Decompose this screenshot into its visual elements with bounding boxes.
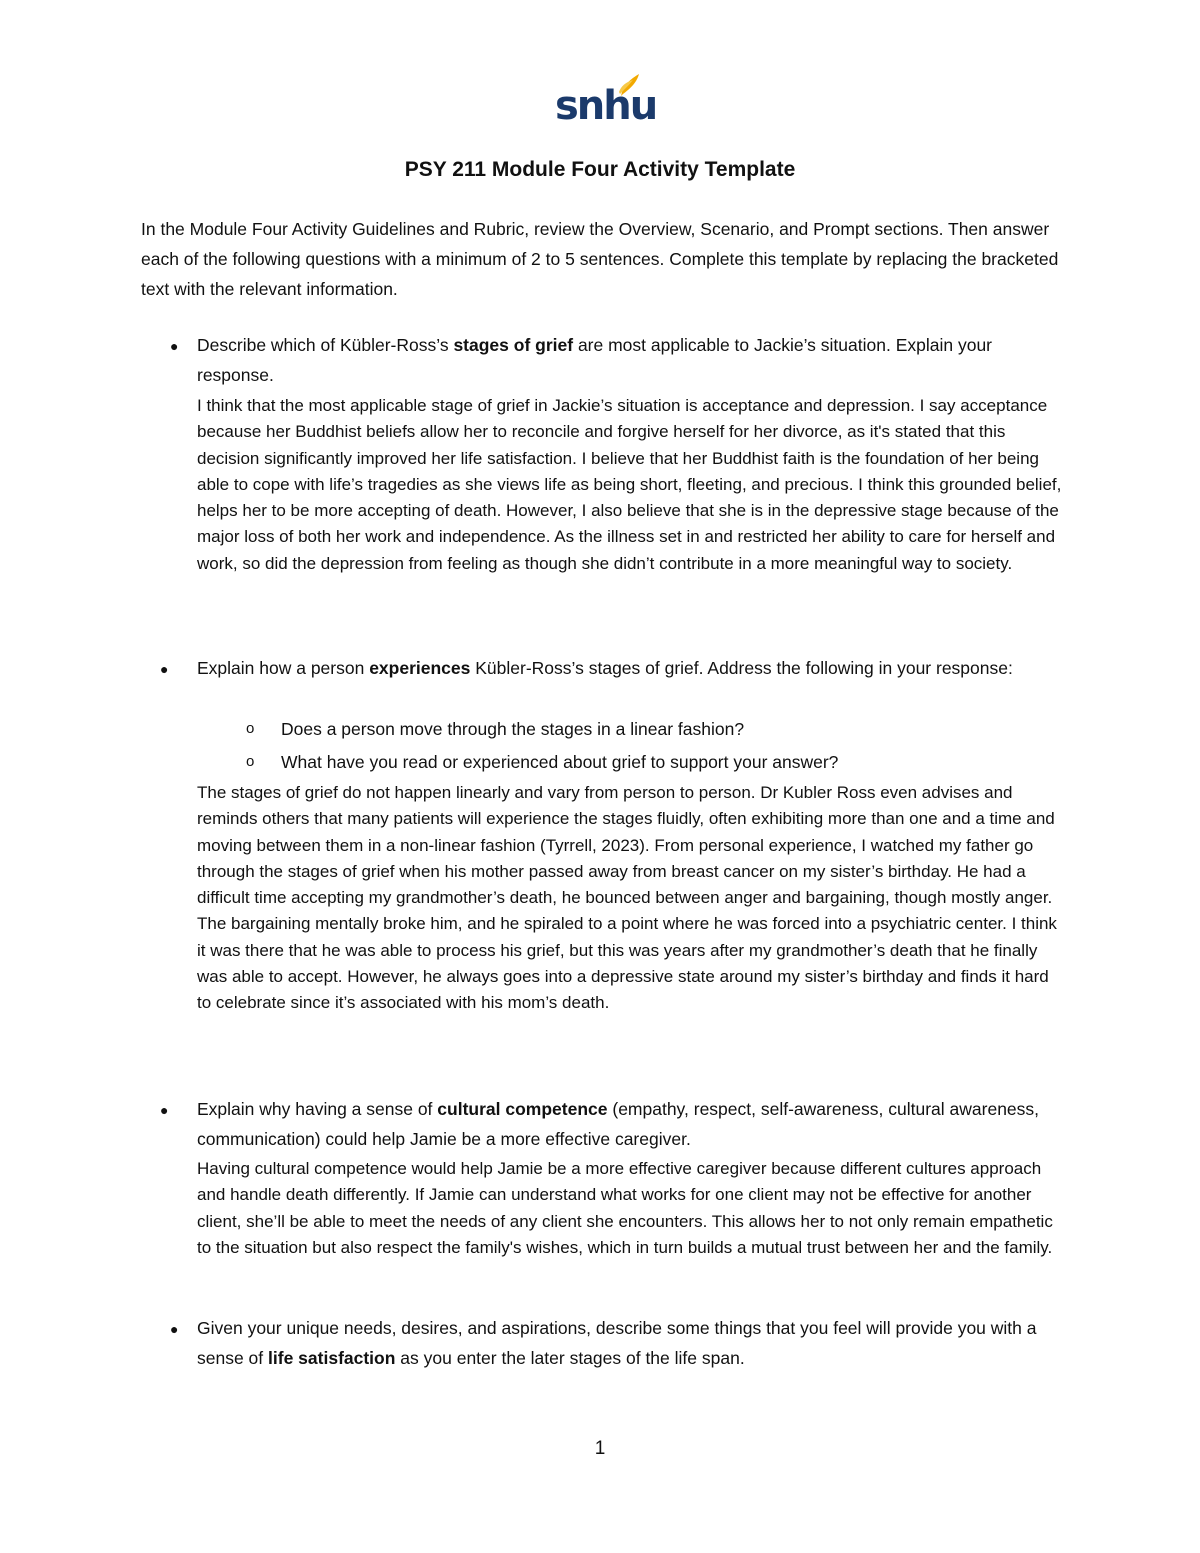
intro-paragraph: In the Module Four Activity Guidelines and Rubric, review the Overview, Scenario, and Prompt sections. Then answer each of the following questions with a minimum of 2 to 5 sentences. Complete this template by replacing the bracketed text with the relevant information. [141, 219, 1059, 299]
question-3: Explain why having a sense of cultural competence (empathy, respect, self-awareness, cultural awareness, communication) could help Jamie be a more effective caregiver. [197, 1099, 1040, 1149]
question-2: Explain how a person experiences Kübler-Ross’s stages of grief. Address the following in your response: [197, 658, 1013, 678]
question-2-subitem-1: Does a person move through the stages in a linear fashion? [281, 719, 745, 739]
answer-1: I think that the most applicable stage of grief in Jackie’s situation is acceptance and depression. I say acceptance because her Buddhist beliefs allow her to reconcile and forgive herself for her divorce, as it's stated that this decision significantly improved her life satisfaction. I believe that her Buddhist faith is the foundation of her being able to cope with life’s tragedies as she views life as being short, fleeting, and precious. I think this grounded belief, helps her to be more accepting of death. However, I also believe that she is in the depressive stage because of the major loss of both her work and independence. As the illness set in and restricted her ability to care for herself and work, so did the depression from feeling as though she didn’t contribute in a more meaningful way to society. [197, 396, 1062, 573]
bullet-icon: ● [160, 1102, 169, 1118]
question-2-keyword: experiences [369, 658, 471, 678]
question-1: Describe which of Kübler-Ross’s stages of grief are most applicable to Jackie’s situation. Explain your response. [197, 335, 993, 385]
question-2-subitem-2: What have you read or experienced about grief to support your answer? [281, 752, 839, 772]
logo-wordmark: snhu [555, 83, 657, 129]
question-3-keyword: cultural competence [437, 1099, 608, 1119]
sub-bullet-icon: o [246, 753, 255, 770]
bullet-icon: ● [160, 661, 169, 677]
page-number: 1 [594, 1438, 606, 1459]
question-4-keyword: life satisfaction [268, 1348, 396, 1368]
sub-bullet-icon: o [246, 720, 255, 737]
document-title: PSY 211 Module Four Activity Template [404, 158, 796, 181]
answer-3: Having cultural competence would help Jamie be a more effective caregiver because different cultures approach and handle death differently. If Jamie can understand what works for one client may not be effective for another client, she’ll be able to meet the needs of any client she encounters. This allows her to not only remain empathetic to the situation but also respect the family's wishes, which in turn builds a mutual trust between her and the family. [197, 1159, 1053, 1257]
bullet-icon: ● [170, 1321, 179, 1337]
question-4: Given your unique needs, desires, and aspirations, describe some things that you feel will provide you with a sense of life satisfaction as you enter the later stages of the life span. [197, 1318, 1037, 1368]
snhu-logo [555, 72, 657, 134]
bullet-icon: ● [170, 338, 179, 354]
answer-2: The stages of grief do not happen linearly and vary from person to person. Dr Kubler Ross even advises and reminds others that many patients will experience the stages fluidly, often exhibiting more than one and a time and moving between them in a non-linear fashion (Tyrrell, 2023). From personal experience, I watched my father go through the stages of grief when his mother passed away from breast cancer on my sister’s birthday. He had a difficult time accepting my grandmother’s death, he bounced between anger and bargaining, though mostly anger. The bargaining mentally broke him, and he spiraled to a point where he was forced into a psychiatric center. I think it was there that he was able to process his grief, but this was years after my grandmother’s death that he finally was able to accept. However, he always goes into a depressive state around my sister’s birthday and finds it hard to celebrate since it’s associated with his mom’s death. [197, 783, 1057, 1013]
question-1-keyword: stages of grief [453, 335, 574, 355]
